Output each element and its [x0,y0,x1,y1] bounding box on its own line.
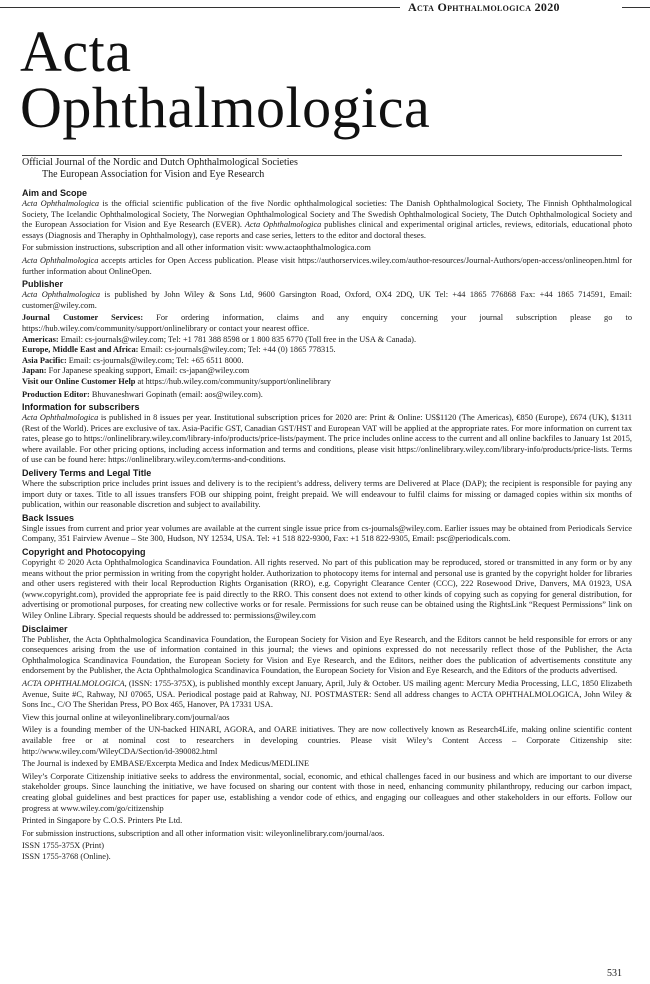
mailing-journal-name: ACTA OPHTHALMOLOGICA [22,678,125,688]
asia-contact [22,356,632,367]
printer-note: Printed in Singapore by C.O.S. Printers Pte Ltd. [22,816,183,826]
header-rule-right [622,7,650,8]
aim-journal-name-2: Acta Ophthalmologica [244,220,322,230]
aim-heading: Aim and Scope [22,188,88,198]
publisher-text: is published by John Wiley & Sons Ltd, 9600 Garsington Road, Oxford, OX4 2DQ, UK Tel: +44 1865 776868 Fax: +44 1865 714591, Email: customer@wiley.com. [22,290,632,310]
page-number: 531 [607,968,622,979]
europe-text: Email: cs-journals@wiley.com; Tel: +44 (0) 1865 778315. [138,345,336,355]
publisher-heading: Publisher [22,279,64,290]
indexing-note: The Journal is indexed by EMBASE/Excerpta Medica and Index Medicus/MEDLINE [22,759,310,769]
aim-text-1: is the official scientific publication of the five Nordic ophthalmological societies: The Danish Ophthalmological Society, The Finnish Ophthalmological Society, The Icelandic Ophthalmological Society, The Norwegian Ophthalmological Society and The Swedish Ophthalmological Society, The Dutch Ophthalmological Society and the European Association for Vision and Eye Research (EVER). [22,199,633,230]
journal-masthead [20,19,431,140]
issn-online: ISSN 1755-3768 (Online). [22,851,111,861]
subscribers-text: is published in 8 issues per year. Institutional subscription prices for 2020 are: Print & Online: US$1120 (The Americas), €850 (Europe), £674 (UK), $1311 (Rest of the World). Prices are exclusive of tax. Asia-Pacific GST, Canadian GST/HST and European VAT will be applied at the appropriate rates. For more information on current tax rates, please go to https://onlinelibrary.wiley.com/library-info/products/price-lists/payment. The price includes online access to the current and all online backfiles to January 1st 2015, where available. For other pricing options, including access information and terms and conditions, please visit https://onlinelibrary.wiley.com/library-info/products/price-lists. Terms of use can be found here: https://onlinelibrary.wiley.com/terms-and-conditions. [22,413,632,465]
disclaimer-paragraph: The Publisher, the Acta Ophthalmologica Scandinavica Foundation, the European Society for Vision and Eye Research, and the Editors cannot be held responsible for errors or any consequences arising from the use of information contained in this journal; the views and opinions expressed do not necessarily reflect those of the Publisher, the Acta Ophthalmologica Scandinavica Foundation, the European Society for Vision and Eye Research, and the Editors, neither does the publication of advertisements constitute any endorsement by the Publisher, the Acta Ophthalmologica Scandinavica Foundation, the European Society for Vision and Eye Research, and the Editors of the products advertised. [22,634,632,676]
aim-journal-name: Acta Ophthalmologica [22,199,100,208]
subscribers-heading: Information for subscribers [22,402,140,413]
back-issues-heading: Back Issues [22,512,75,523]
americas-label: Americas: [22,334,59,344]
japan-text: For Japanese speaking support, Email: cs-japan@wiley.com [46,366,250,376]
aim-text-2: publishes clinical and experimental original articles, reviews, editorials, educational photo essays (Diagnosis and Theraphy in Ophthalmology), case reports and case series, letters to the editor and doctoral theses. [22,220,632,240]
copyright-paragraph: Copyright © 2020 Acta Ophthalmologica Scandinavica Foundation. All rights reserved. No part of this publication may be reproduced, stored or transmitted in any form or by any means without the prior permission in writing from the copyright holder. Authorization to photocopy items for internal and personal use is granted by the copyright holder for libraries and other users registered with their local Reproduction Rights Organisation (RRO), e.g. Copyright Clearance Center (CCC), 222 Rosewood Drive, Danvers, MA 01923, USA (www.copyright.com), provided the appropriate fee is paid directly to the RRO. This consent does not extend to other kinds of copying such as copying for general distribution, for advertising or promotional purposes, for creating new collective works or for resale. Permissions for such reuse can be obtained using the RightsLink “Request Permissions” link on Wiley Online Library. Special requests should be addressed to: permissions@wiley.com [22,558,632,620]
aim-submission: For submission instructions, subscription and all other information visit: www.actaophthalmologica.com [22,243,371,253]
issn-print: ISSN 1755-375X (Print) [22,841,105,851]
japan-contact [22,366,632,377]
masthead-line-2: Ophthalmologica [20,75,431,140]
copyright-heading: Copyright and Photocopying [22,547,146,558]
production-editor [22,390,632,401]
running-head-title: Acta Ophthalmologica 2020 [408,0,560,14]
online-help-text: at https://hub.wiley.com/community/support/onlinelibrary [135,376,331,386]
production-editor-label: Production Editor: [22,389,90,399]
disclaimer-heading: Disclaimer [22,623,68,634]
publisher-journal-name: Acta Ophthalmologica [22,290,101,300]
customer-services [22,313,632,334]
masthead-line-1: Acta [20,19,132,84]
subscribers-paragraph [22,413,632,466]
header-rule-left [0,7,400,8]
running-head [0,0,650,14]
open-access-paragraph [22,256,632,277]
delivery-heading: Delivery Terms and Legal Title [22,468,152,479]
asia-label: Asia Pacific: [22,355,67,365]
open-access-text: accepts articles for Open Access publication. Please visit https://authorservices.wiley.com/author-resources/Journal-Authors/open-access/onlineopen.html for further information about OnlineOpen. [22,255,632,276]
delivery-paragraph: Where the subscription price includes print issues and delivery is to the recipient’s address, delivery terms are Delivered at Place (DAP); the recipient is responsible for paying any import duty or taxes. Title to all issues transfers FOB our shipping point, freight prepaid. We will endeavour to fulfil claims for missing or damaged copies within six months of publication, within our reasonable discretion and subject to availability. [22,479,632,510]
back-issues-paragraph: Single issues from current and prior year volumes are available at the current single issue price from cs-journals@wiley.com. Earlier issues may be obtained from Periodicals Service Company, 351 Fairview Avenue – Ste 300, Hudson, NY 12534, USA. Tel: +1 518 822-9300, Fax: +1 518 822-9305, Email: psc@periodicals.com. [22,523,632,544]
mailing-text: , (ISSN: 1755-375X), is published monthly except January, April, July & October. US mailing agent: Mercury Media Processing, LLC, 1850 Elizabeth Avenue, Suite #C, Rahway, NJ 07065, USA. Periodical postage paid at Rahway, NJ. POSTMASTER: Send all address changes to ACTA OPHTHALMOLOGICA, John Wiley & Sons Inc., C/O The Sheridan Press, PO Box 465, Hanover, PA 17331 USA. [22,678,633,710]
americas-text: Email: cs-journals@wiley.com; Tel: +1 781 388 8598 or 1 800 835 6770 (Toll free in the USA & Canada). [58,334,417,344]
customer-services-text: For ordering information, claims and any enquiry concerning your journal subscription please go to https://hub.wiley.com/community/support/onlinelibrary or contact your nearest office. [22,313,632,333]
online-help [22,377,632,388]
research4life-paragraph: Wiley is a founding member of the UN-backed HINARI, AGORA, and OARE initiatives. They are now collectively known as Research4Life, making online scientific content available free or at nominal cost to researchers in developing countries. Please visit Wiley’s Content Access – Corporate Citizenship site: http://www.wiley.com/WileyCDA/Section/id-390082.html [22,725,632,756]
masthead-information [22,187,632,862]
japan-label: Japan: [22,366,47,376]
customer-services-label: Journal Customer Services: [22,313,144,323]
submission-note: For submission instructions, subscription and all other information visit: wileyonlinelibrary.com/journal/aos. [22,828,385,838]
mailing-paragraph [22,679,632,711]
aim-paragraph [22,199,632,241]
asia-text: Email: cs-journals@wiley.com; Tel: +65 6511 8000. [66,355,244,365]
subtitle-line-2: The European Association for Vision and Eye Research [42,169,265,180]
online-help-label: Visit our Online Customer Help [22,376,136,386]
americas-contact [22,335,632,346]
subtitle-line-1: Official Journal of the Nordic and Dutch Ophthalmological Societies [22,157,298,168]
journal-subtitle [22,155,622,181]
subscribers-journal-name: Acta Ophthalmologica [22,413,99,423]
europe-label: Europe, Middle East and Africa: [22,345,139,355]
citizenship-paragraph: Wiley’s Corporate Citizenship initiative seeks to address the environmental, social, economic, and ethical challenges faced in our business and which are important to our diverse stakeholder groups. Since launching the initiative, we have focused on sharing our content with those in need, enhancing community philanthropy, reducing our carbon impact, creating global guidelines and best practices for paper use, establishing a vendor code of ethics, and engaging our colleagues and other stakeholders in our efforts. Follow our progress at www.wiley.com/go/citizenship [22,771,632,813]
open-access-journal-name: Acta Ophthalmologica [22,255,99,265]
production-editor-text: Bhuvaneshwari Gopinath (email: aos@wiley.com). [89,389,263,399]
europe-contact [22,345,632,356]
publisher-paragraph [22,290,632,311]
online-link: View this journal online at wileyonlinelibrary.com/journal/aos [22,712,230,722]
